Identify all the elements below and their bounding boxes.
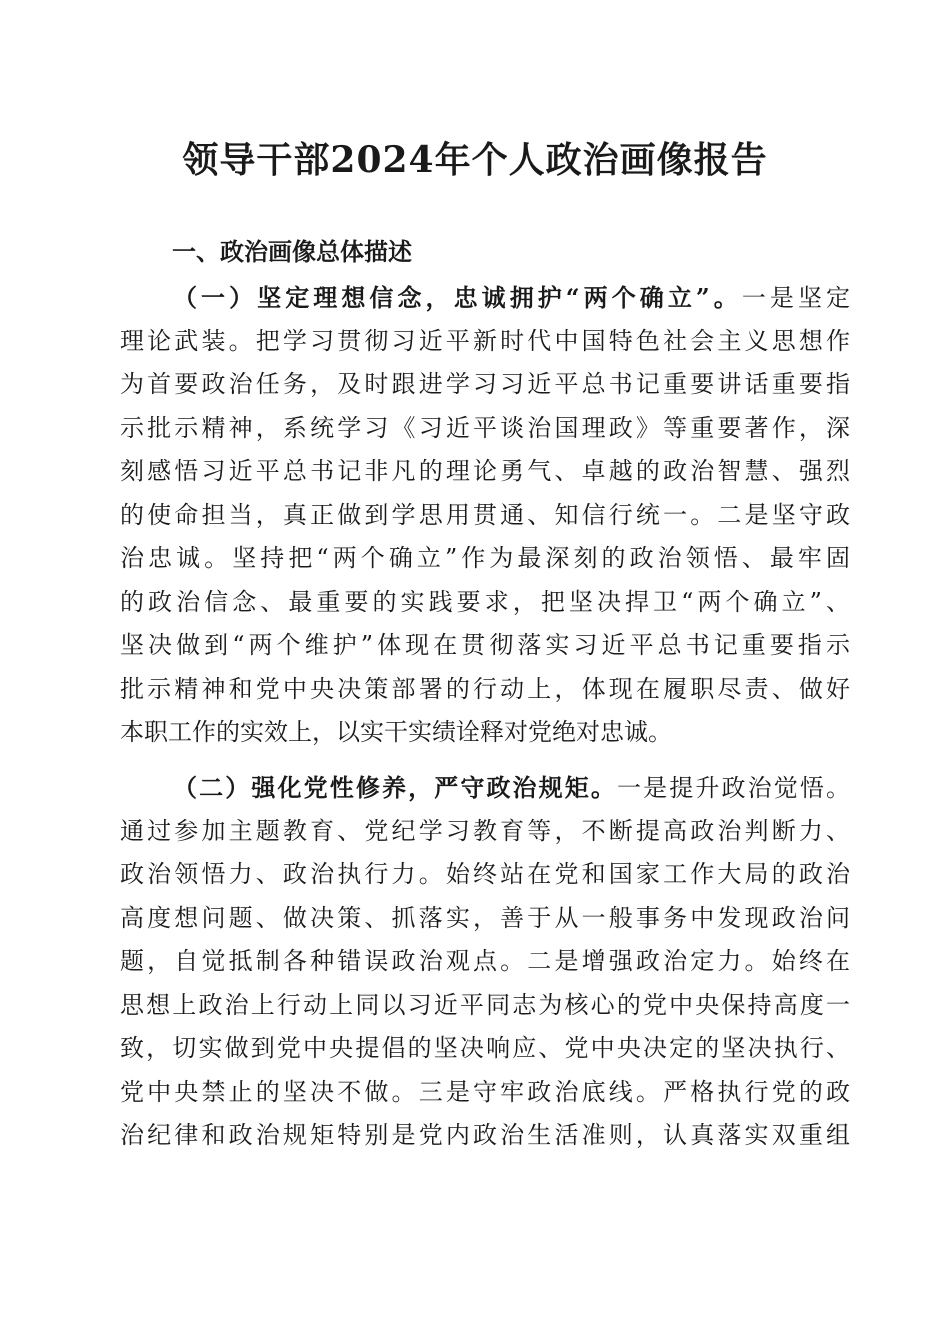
section-heading: 一、政治画像总体描述 (172, 237, 412, 266)
paragraph-line-text: 一是提升政治觉悟。 (617, 774, 851, 802)
paragraph-line: 坚决做到“两个维护”体现在贯彻落实习近平总书记重要指示 (120, 631, 850, 659)
paragraph-line: 的政治信念、最重要的实践要求，把坚决捍卫“两个确立”、 (120, 587, 850, 616)
paragraph-line: 示批示精神，系统学习《习近平谈治国理政》等重要著作，深 (120, 413, 850, 442)
paragraph-line: 高度想问题、做决策、抓落实，善于从一般事务中发现政治问 (120, 903, 850, 932)
paragraph-2 (120, 766, 850, 1158)
paragraph-line: 为首要政治任务，及时跟进学习习近平总书记重要讲话重要指 (120, 370, 850, 398)
paragraph-line: 思想上政治上行动上同以习近平同志为核心的党中央保持高度一 (120, 990, 850, 1019)
paragraph-line-text: 一是坚定 (741, 284, 851, 312)
paragraph-line: 治纪律和政治规矩特别是党内政治生活准则，认真落实双重组 (120, 1121, 850, 1149)
paragraph-line: 理论武装。把学习贯彻习近平新时代中国特色社会主义思想作 (120, 326, 850, 355)
paragraph-line (120, 276, 850, 320)
paragraph-line: 题，自觉抵制各种错误政治观点。二是增强政治定力。始终在 (120, 947, 850, 975)
paragraph-line: 政治领悟力、政治执行力。始终站在党和国家工作大局的政治 (120, 860, 850, 888)
paragraph-line (120, 766, 850, 810)
paragraph-line: 批示精神和党中央决策部署的行动上，体现在履职尽责、做好 (120, 674, 850, 703)
paragraph-line: 本职工作的实效上，以实干实绩诠释对党绝对忠诚。 (120, 718, 672, 746)
paragraph-lead: （一）坚定理想信念，忠诚拥护“两个确立”。 (173, 283, 742, 312)
paragraph-line: 通过参加主题教育、党纪学习教育等，不断提高政治判断力、 (120, 816, 850, 845)
paragraph-1 (120, 276, 850, 755)
paragraph-line: 治忠诚。坚持把“两个确立”作为最深刻的政治领悟、最牢固 (120, 544, 850, 572)
paragraph-line: 的使命担当，真正做到学思用贯通、知信行统一。二是坚守政 (120, 500, 850, 529)
paragraph-line: 党中央禁止的坚决不做。三是守牢政治底线。严格执行党的政 (120, 1077, 850, 1106)
paragraph-lead: （二）强化党性修养，严守政治规矩。 (173, 773, 618, 802)
paragraph-line: 致，切实做到党中央提倡的坚决响应、党中央决定的坚决执行、 (120, 1034, 850, 1062)
paragraph-line: 刻感悟习近平总书记非凡的理论勇气、卓越的政治智慧、强烈 (120, 457, 850, 485)
document-title: 领导干部2024年个人政治画像报告 (182, 139, 768, 181)
